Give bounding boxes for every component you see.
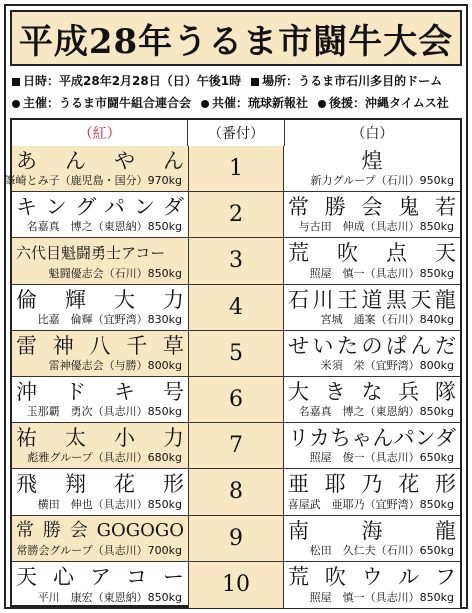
red-owner: 平川 康宏（東恩納）850kg (37, 590, 182, 604)
white-owner: 米須 栄（宜野湾）800kg (320, 358, 454, 372)
red-corner-cell (12, 377, 188, 422)
bout-number: 7 (188, 423, 284, 468)
red-bull-name: 六代目魁闘勇士アコー (16, 244, 166, 263)
bout-table (4, 118, 462, 607)
red-bull-name: 雷神八千草 (16, 333, 184, 358)
white-bull-name: 荒吹ウルフ (288, 564, 456, 589)
bout-number: 2 (188, 192, 284, 237)
table-row (12, 469, 460, 515)
bout-rows (4, 146, 460, 608)
white-bull-name: 南海龍 (288, 518, 456, 543)
red-corner-cell (12, 192, 188, 237)
table-row (12, 562, 460, 608)
red-owner: 彪雅グループ（具志川）680kg (27, 451, 182, 465)
table-row (12, 331, 460, 377)
circle-bullet-icon (318, 100, 326, 108)
white-owner: 松田 久仁夫（石川）650kg (309, 543, 454, 557)
red-owner: 玉那覇 勇次（具志川）850kg (26, 405, 182, 419)
red-owner: 雷神優志会（与勝）800kg (48, 358, 182, 372)
white-owner: 喜屋武 亜耶乃（宜野湾）850kg (287, 497, 454, 511)
table-row (12, 516, 460, 562)
white-owner: 宮城 通案（石川）840kg (320, 312, 454, 326)
event-cosponsor: 共催：琉球新報社 (212, 96, 309, 110)
red-corner-cell (12, 238, 188, 283)
red-corner-cell (12, 469, 188, 514)
red-bull-name: 倫輝大力 (16, 287, 184, 312)
red-owner: 比嘉 倫輝（宜野湾）830kg (37, 312, 182, 326)
red-owner: 横田 伸也（具志川）850kg (37, 497, 182, 511)
white-owner: 名嘉真 博之（東恩納）850kg (298, 405, 454, 419)
red-bull-name: キングパンダ (16, 195, 184, 220)
bullfight-card (4, 4, 468, 609)
event-info-line-2 (12, 94, 449, 111)
white-bull-name: 煌 (361, 149, 383, 173)
table-row (12, 377, 460, 423)
bout-number: 9 (188, 516, 284, 561)
white-bull-name: 大きな兵隊 (288, 379, 456, 404)
white-corner-cell (284, 423, 460, 468)
header-white: （白） (351, 126, 394, 142)
bout-number: 4 (188, 285, 284, 330)
red-owner: 常勝会グループ（具志川）700kg (16, 543, 182, 557)
white-corner-cell (284, 516, 460, 561)
red-corner-cell (12, 516, 188, 561)
white-corner-cell (284, 285, 460, 330)
red-bull-name: 沖ドキ号 (16, 379, 184, 404)
white-owner: 照屋 慎一（具志川）850kg (309, 590, 454, 604)
square-bullet-icon (251, 78, 259, 86)
bout-number: 6 (188, 377, 284, 422)
red-bull-name: 常勝会GOGOGO (16, 519, 184, 541)
table-row (4, 146, 460, 192)
white-owner: 与古田 伸成（具志川）850kg (298, 220, 454, 234)
table-row (12, 423, 460, 469)
white-corner-cell (284, 469, 460, 514)
red-owner: 名嘉真 博之（東恩納）850kg (26, 220, 182, 234)
header-red: （紅） (78, 126, 121, 142)
bout-number: 5 (188, 331, 284, 376)
white-owner: 新力グループ（石川）950kg (310, 174, 454, 188)
white-bull-name: 石川王道黒天龍 (288, 287, 456, 312)
white-corner-cell (284, 331, 460, 376)
header-number: （番付） (187, 120, 285, 146)
event-support: 後援：沖縄タイムス社 (329, 96, 449, 110)
white-bull-name: 常勝会鬼若 (288, 195, 456, 220)
circle-bullet-icon (12, 100, 20, 108)
white-bull-name: リカちゃんパンダ (288, 426, 456, 451)
event-place: 場所：うるま市石川多目的ドーム (262, 74, 443, 88)
white-bull-name: せいたのぱんだ (288, 333, 456, 358)
red-corner-cell (12, 562, 188, 608)
event-date: 日時：平成28年2月28日（日）午後1時 (23, 74, 242, 88)
red-bull-name: 飛翔花形 (16, 472, 184, 497)
white-owner: 照屋 慎一（具志川）850kg (309, 266, 454, 280)
event-info-line-1 (12, 72, 442, 89)
red-corner-cell (4, 146, 188, 191)
circle-bullet-icon (201, 100, 209, 108)
table-row (12, 192, 460, 238)
red-bull-name: 天心アコー (16, 564, 184, 589)
white-corner-cell (284, 562, 460, 608)
red-bull-name: あんやん (16, 149, 184, 173)
square-bullet-icon (12, 78, 20, 86)
white-bull-name: 荒吹点天 (288, 241, 456, 266)
white-bull-name: 亜耶乃花形 (288, 472, 456, 497)
table-header (12, 120, 460, 147)
red-owner: 魁闘優志会（石川）850kg (48, 266, 182, 280)
bout-number: 1 (188, 146, 284, 191)
white-corner-cell (284, 146, 460, 191)
white-owner: 照屋 俊一（具志川）650kg (309, 451, 454, 465)
page-title: 平成28年うるま市闘牛大会 (10, 10, 462, 66)
red-bull-name: 祐太小力 (16, 426, 184, 451)
bout-number: 3 (188, 238, 284, 283)
red-owner: 峯崎とみ子（鹿児島・国分）970kg (4, 174, 182, 188)
bout-number: 8 (188, 469, 284, 514)
white-corner-cell (284, 238, 460, 283)
event-organizer: 主催：うるま市闘牛組合連合会 (23, 96, 192, 110)
table-row (12, 238, 460, 284)
white-corner-cell (284, 377, 460, 422)
bout-number: 10 (188, 562, 284, 608)
red-corner-cell (12, 423, 188, 468)
white-corner-cell (284, 192, 460, 237)
red-corner-cell (12, 331, 188, 376)
red-corner-cell (12, 285, 188, 330)
table-row (12, 285, 460, 331)
